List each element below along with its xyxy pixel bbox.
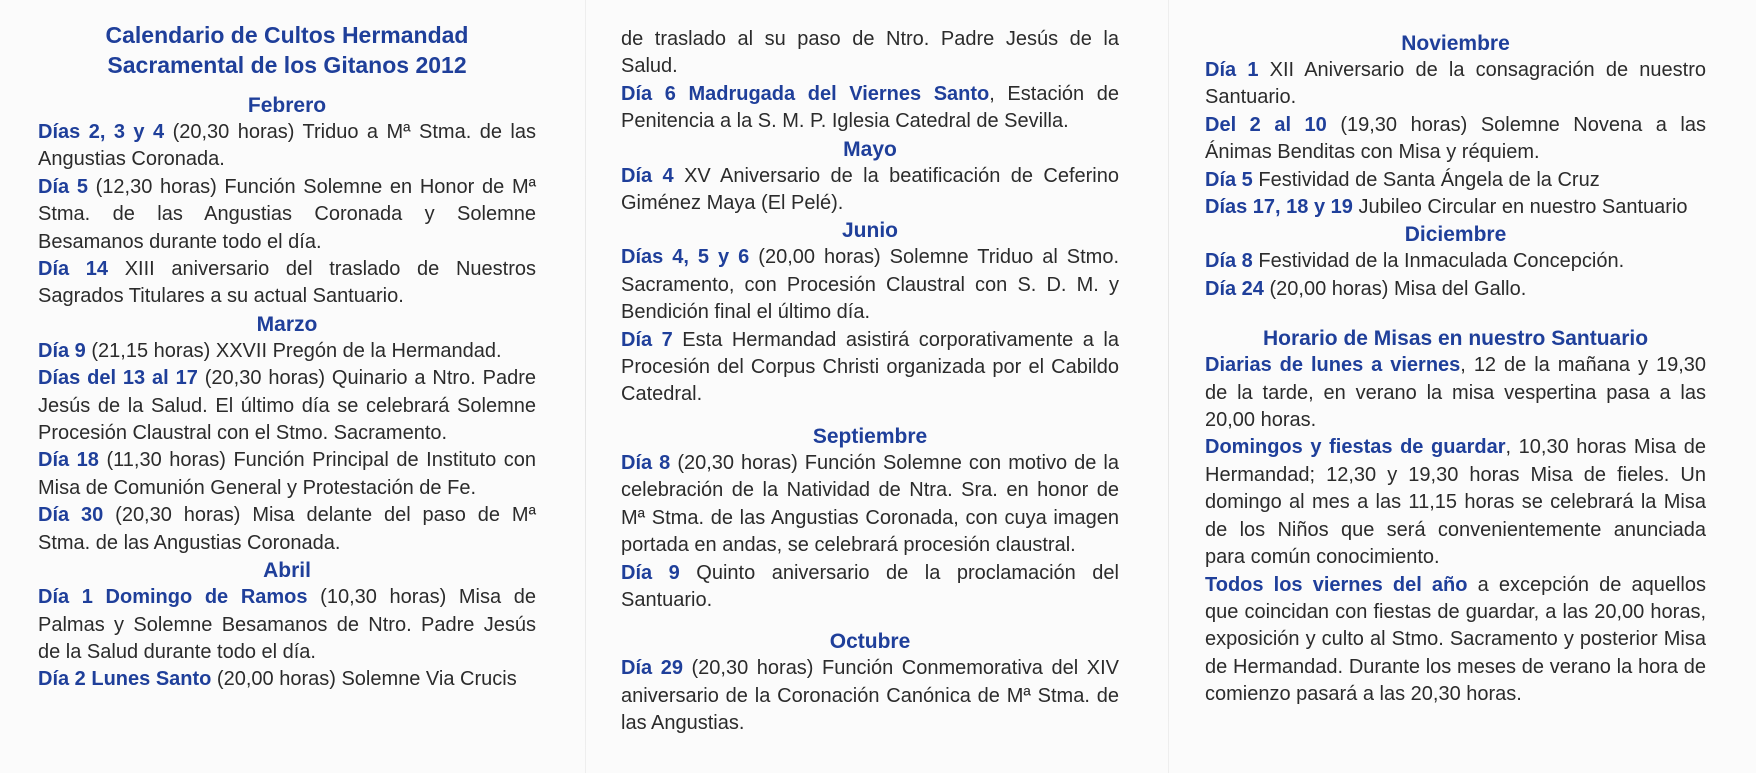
event-date: Días 17, 18 y 19 [1205, 196, 1353, 219]
schedule-text: , 12 de la mañana y 19,30 de la tarde, en verano la misa vespertina pasa a las 20,00 horas. [1205, 354, 1706, 432]
event-entry [621, 81, 1119, 136]
event-continuation: de traslado al su paso de Ntro. Padre Jesús de la Salud. [621, 28, 1119, 78]
page-title [38, 20, 536, 80]
event-entry [621, 327, 1119, 409]
event-entry [38, 666, 536, 693]
event-date: Día 1 [1205, 59, 1259, 81]
event-text: (20,30 horas) Quinario a Ntro. Padre Jesús de la Salud. El último día se celebrará Solemne Procesión Claustral con el Stmo. Sacramento. [38, 367, 536, 445]
event-date: Días 4, 5 y 6 [621, 246, 750, 269]
event-entry [1205, 276, 1706, 303]
event-date: Día 5 [1205, 168, 1253, 191]
event-entry [621, 450, 1119, 560]
event-entry [1205, 167, 1706, 194]
event-text: (11,30 horas) Función Principal de Instituto con Misa de Comunión General y Protestación de Fe. [38, 449, 536, 499]
event-date: Día 8 [621, 451, 671, 474]
event-date: Día 29 [621, 657, 683, 680]
mass-schedule-heading: Horario de Misas en nuestro Santuario [1262, 327, 1649, 351]
event-text: XIII aniversario del traslado de Nuestros Sagrados Titulares a su actual Santuario. [38, 258, 536, 308]
event-date: Día 14 [38, 258, 109, 281]
event-text: (20,00 horas) Solemne Via Crucis [211, 668, 517, 691]
schedule-label: Diarias de lunes a viernes [1205, 354, 1461, 377]
event-text: XII Aniversario de la consagración de nuestro Santuario. [1205, 59, 1706, 109]
event-text: (20,30 horas) Misa delante del paso de Mª Stma. de las Angustias Coronada. [38, 504, 536, 554]
month-heading-abril: Abril [263, 559, 311, 583]
event-entry [38, 174, 536, 256]
event-date: Día 2 Lunes Santo [38, 668, 212, 691]
event-text: Festividad de Santa Ángela de la Cruz [1252, 168, 1600, 191]
month-heading-febrero: Febrero [247, 94, 327, 117]
schedule-entry [1205, 434, 1706, 571]
event-text: (20,00 horas) Solemne Triduo al Stmo. Sacramento, con Procesión Claustral con S. D. M. y Bendición final el último día. [621, 246, 1120, 324]
event-text: Jubileo Circular en nuestro Santuario [1352, 196, 1688, 219]
event-text: (12,30 horas) Función Solemne en Honor de Mª Stma. de las Angustias Coronada y Solemne Besamanos durante todo el día. [38, 175, 537, 253]
column-1 [38, 20, 536, 694]
month-heading-junio: Junio [842, 219, 898, 243]
month-heading-marzo: Marzo [256, 312, 318, 336]
event-date: Día 5 [38, 175, 88, 198]
column-3 [1205, 30, 1706, 709]
event-entry [38, 502, 536, 557]
event-entry [38, 119, 536, 174]
title-line: Sacramental de los Gitanos 2012 [107, 52, 467, 78]
event-entry [38, 365, 536, 447]
fold-line [585, 0, 586, 773]
event-text: (20,30 horas) Función Solemne con motivo de la celebración de la Natividad de Ntra. Sra. en honor de Mª Stma. de las Angustias Coronada, con cuya imagen portada en andas, se celebrará procesión claustral. [621, 451, 1119, 557]
title-line: Calendario de Cultos Hermandad [105, 22, 469, 48]
event-entry [621, 560, 1119, 615]
event-entry [1205, 112, 1706, 167]
month-heading-mayo: Mayo [843, 137, 897, 161]
event-date: Día 9 [621, 561, 680, 584]
fold-line [1168, 0, 1169, 773]
event-date: Día 24 [1205, 277, 1264, 300]
schedule-text: , 10,30 horas Misa de Hermandad; 12,30 y 19,30 horas Misa de fieles. Un domingo al mes a las 11,15 horas se celebrará la Misa de los Niños que será convenientemente anunciada para común conocimiento. [1205, 436, 1706, 569]
schedule-label: Todos los viernes del año [1205, 573, 1468, 596]
event-text: (20,30 horas) Triduo a Mª Stma. de las Angustias Coronada. [38, 121, 536, 171]
event-date: Días del 13 al 17 [38, 367, 198, 390]
event-text: Quinto aniversario de la proclamación del Santuario. [621, 561, 1119, 611]
event-text: Esta Hermandad asistirá corporativamente a la Procesión del Corpus Christi organizada por el Cabildo Catedral. [621, 328, 1120, 406]
event-text: (10,30 horas) Misa de Palmas y Solemne Besamanos de Ntro. Padre Jesús de la Salud durante todo el día. [38, 586, 536, 663]
event-text: XV Aniversario de la beatificación de Ceferino Giménez Maya (El Pelé). [621, 164, 1119, 215]
event-entry [621, 244, 1119, 326]
event-date: Día 9 [38, 339, 86, 362]
month-heading-diciembre: Diciembre [1404, 223, 1507, 247]
event-text: , Estación de Penitencia a la S. M. P. Iglesia Catedral de Sevilla. [621, 82, 1119, 133]
event-date: Del 2 al 10 [1205, 113, 1327, 136]
schedule-entry [1205, 352, 1706, 434]
month-heading-septiembre: Septiembre [812, 424, 928, 448]
schedule-label: Domingos y fiestas de guardar [1205, 436, 1506, 459]
event-date: Día 6 Madrugada del Viernes Santo [621, 82, 990, 105]
event-entry [1205, 57, 1706, 112]
event-text: (20,30 horas) Función Conmemorativa del XIV aniversario de la Coronación Canónica de Mª Stma. de las Angustias. [621, 657, 1119, 735]
event-date: Días 2, 3 y 4 [38, 121, 165, 143]
event-date: Día 7 [621, 328, 673, 351]
event-entry [38, 338, 536, 365]
event-entry [621, 655, 1119, 737]
month-heading-noviembre: Noviembre [1401, 32, 1510, 55]
event-date: Día 8 [1205, 250, 1253, 273]
event-date: Día 1 Domingo de Ramos [38, 586, 308, 609]
event-date: Día 18 [38, 449, 99, 472]
schedule-entry [1205, 572, 1706, 709]
event-date: Día 4 [621, 164, 674, 187]
event-entry [1205, 248, 1706, 275]
column-2 [621, 26, 1119, 738]
event-text: Festividad de la Inmaculada Concepción. [1252, 250, 1625, 273]
event-text: (20,00 horas) Misa del Gallo. [1263, 277, 1527, 300]
event-text: (21,15 horas) XXVII Pregón de la Hermandad. [85, 339, 502, 362]
event-entry [1205, 194, 1706, 221]
event-entry [621, 163, 1119, 218]
month-heading-octubre: Octubre [829, 630, 911, 654]
event-text: (19,30 horas) Solemne Novena a las Ánimas Benditas con Misa y réquiem. [1205, 113, 1706, 164]
schedule-text: a excepción de aquellos que coincidan con fiestas de guardar, a las 20,00 horas, exposición y culto al Stmo. Sacramento y posterior Misa de Hermandad. Durante los meses de verano la hora de comienzo pasará a las 20,30 horas. [1205, 573, 1706, 706]
event-entry [38, 447, 536, 502]
event-entry [38, 256, 536, 311]
event-entry [38, 584, 536, 666]
event-date: Día 30 [38, 504, 104, 527]
